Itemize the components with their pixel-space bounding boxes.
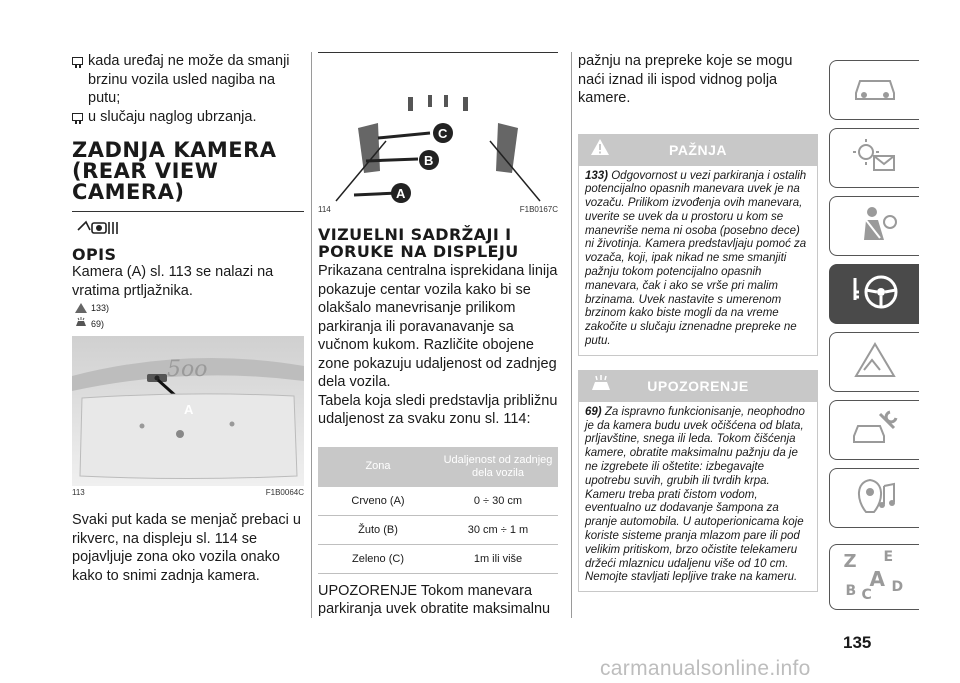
- svg-text:5oo: 5oo: [167, 357, 208, 382]
- subheading: VIZUELNI SADRŽAJI I PORUKE NA DISPLEJU: [318, 225, 519, 261]
- paragraph: pažnju na prepreke koje se mogu naći iznad ili ispod vidnog polja kamere.: [578, 53, 793, 106]
- column-rule-2: [571, 52, 572, 618]
- figure-caption: 113 F1B0064C: [72, 488, 304, 497]
- warning-box-attention: [578, 134, 818, 356]
- table-row: Zeleno (C) 1m ili više: [318, 544, 558, 573]
- column-3: [578, 52, 818, 592]
- figure-114-image: [318, 52, 558, 203]
- car-wash-icon: [75, 317, 87, 330]
- paragraph: Tabela koja sledi predstavlja približnu udaljenost za svaku zonu sl. 114:: [318, 392, 558, 427]
- paragraph: UPOZORENJE Tokom manevara parkiranja uvek obratite maksimalnu: [318, 582, 551, 617]
- column-2: [318, 52, 558, 619]
- warning-title: PAŽNJA: [669, 141, 727, 158]
- warning-triangle-icon: [75, 303, 87, 313]
- column-rule-1: [311, 52, 312, 618]
- reference-caution: 69): [75, 317, 304, 330]
- subheading-opis: OPIS: [72, 245, 117, 264]
- warning-header: [578, 370, 818, 402]
- paragraph: Svaki put kada se menjač prebaci u rikverc, na displeju sl. 114 se pojavljuje zona oko vozila onako kako to snimi zadnja kamera.: [72, 512, 301, 584]
- warning-text: 69) Za ispravno funkcionisanje, neophodno je da kamera budu uvek očišćena od blata, prljavštine, snega ili leda. Tokom čišćenja kamere, obratite maksimalnu pažnju da je ne izgrebete ili oštetite: izbegavajte upotrebu suvih, grubih ili tvrdih krpa. Kameru treba prati čistom vodom, eventualno uz dodavanje šampona za pranje automobila. U autoperionicama koje koriste sisteme pranja mlazom pare ili pod velikim pritiskom, brzo očistite telekameru držeći mlaznicu udaljenu više od 10 cm. Nemojte stavljati lepljive trake na kameru.: [578, 402, 818, 592]
- warning-header: [578, 134, 818, 166]
- warning-title: UPOZORENJE: [647, 377, 749, 394]
- steering-wheel-key-icon: [847, 270, 903, 319]
- section-rule: [72, 211, 304, 212]
- watermark: carmanualsonline.info: [600, 657, 811, 680]
- chapter-tab-index[interactable]: [829, 544, 919, 610]
- table-row: Crveno (A) 0 ÷ 30 cm: [318, 487, 558, 516]
- reference-warning: 133): [75, 302, 304, 314]
- figure-label-b: B: [424, 153, 434, 168]
- table-header-zone: Zona: [318, 447, 438, 487]
- paragraph: Kamera (A) sl. 113 se nalazi na vratima prtljažnika.: [72, 264, 274, 299]
- chapter-tab-driving[interactable]: [829, 264, 919, 324]
- figure-caption: 114 F1B0167C: [318, 205, 558, 214]
- section-title: ZADNJA KAMERA (REAR VIEW CAMERA): [72, 138, 277, 204]
- table-row: Žuto (B) 30 cm ÷ 1 m: [318, 515, 558, 544]
- chapter-tab-emergency[interactable]: [829, 332, 919, 392]
- seatbelt-airbag-icon: [850, 204, 900, 249]
- camera-symbol-icon: [76, 218, 304, 238]
- table-header-distance: Udaljenost od zadnjeg dela vozila: [438, 447, 558, 487]
- warning-box-caution: [578, 370, 818, 592]
- warning-text: 133) Odgovornost u vezi parkiranja i ostalih potencijalno opasnih manevara uvek je na vozaču. Prilikom izvođenja ovih manevara, uverite se uvek da u prostoru u kom se manevriše nema ni osoba (posebno dece) ni životinja. Kamera predstavljaju pomoć za vozača, koji, ipak nikad ne sme smanjiti pažnju tokom potencijalno opasnih manevara, čak i ako se vrše pri malim brzinama. Uvek nastavite s umerenom brzinom kako biste mogli da na vreme zakočite u slučaju iznenadne prepreke ne putu.: [578, 166, 818, 356]
- bullet-icon: [72, 57, 83, 65]
- figure-label-c: C: [438, 126, 448, 141]
- index-letters-icon: Z E A B C D: [843, 549, 904, 603]
- page-number: 135: [843, 633, 872, 652]
- dashboard-lights-icon: [850, 136, 900, 181]
- figure-label-a: A: [184, 402, 194, 417]
- chapter-tab-car[interactable]: [829, 60, 919, 120]
- paragraph: Prikazana centralna isprekidana linija pokazuje centar vozila kako bi se olakšalo manevrisanje prilikom parkiranja ili poravanavanje sa vučnom kukom. Različite obojene zone pokazuju udaljenost od zadnjeg dela vozila.: [318, 263, 558, 390]
- chapter-tab-multimedia[interactable]: [829, 468, 919, 528]
- chapter-tab-maintenance[interactable]: [829, 400, 919, 460]
- warning-road-icon: [850, 340, 900, 385]
- bullet-icon: [72, 113, 83, 121]
- chapter-tab-safety[interactable]: [829, 196, 919, 256]
- column-1: [72, 52, 304, 585]
- list-item: kada uređaj ne može da smanji brzinu vozila usled nagiba na putu;: [72, 52, 304, 108]
- wrench-car-icon: [850, 408, 900, 453]
- car-icon: [850, 71, 900, 110]
- chapter-tab-dashboard[interactable]: [829, 128, 919, 188]
- figure-113-image: [72, 336, 304, 486]
- figure-label-a: A: [396, 186, 406, 201]
- media-nav-icon: [850, 476, 900, 521]
- distance-table: [318, 447, 558, 574]
- list-item: u slučaju naglog ubrzanja.: [72, 108, 304, 127]
